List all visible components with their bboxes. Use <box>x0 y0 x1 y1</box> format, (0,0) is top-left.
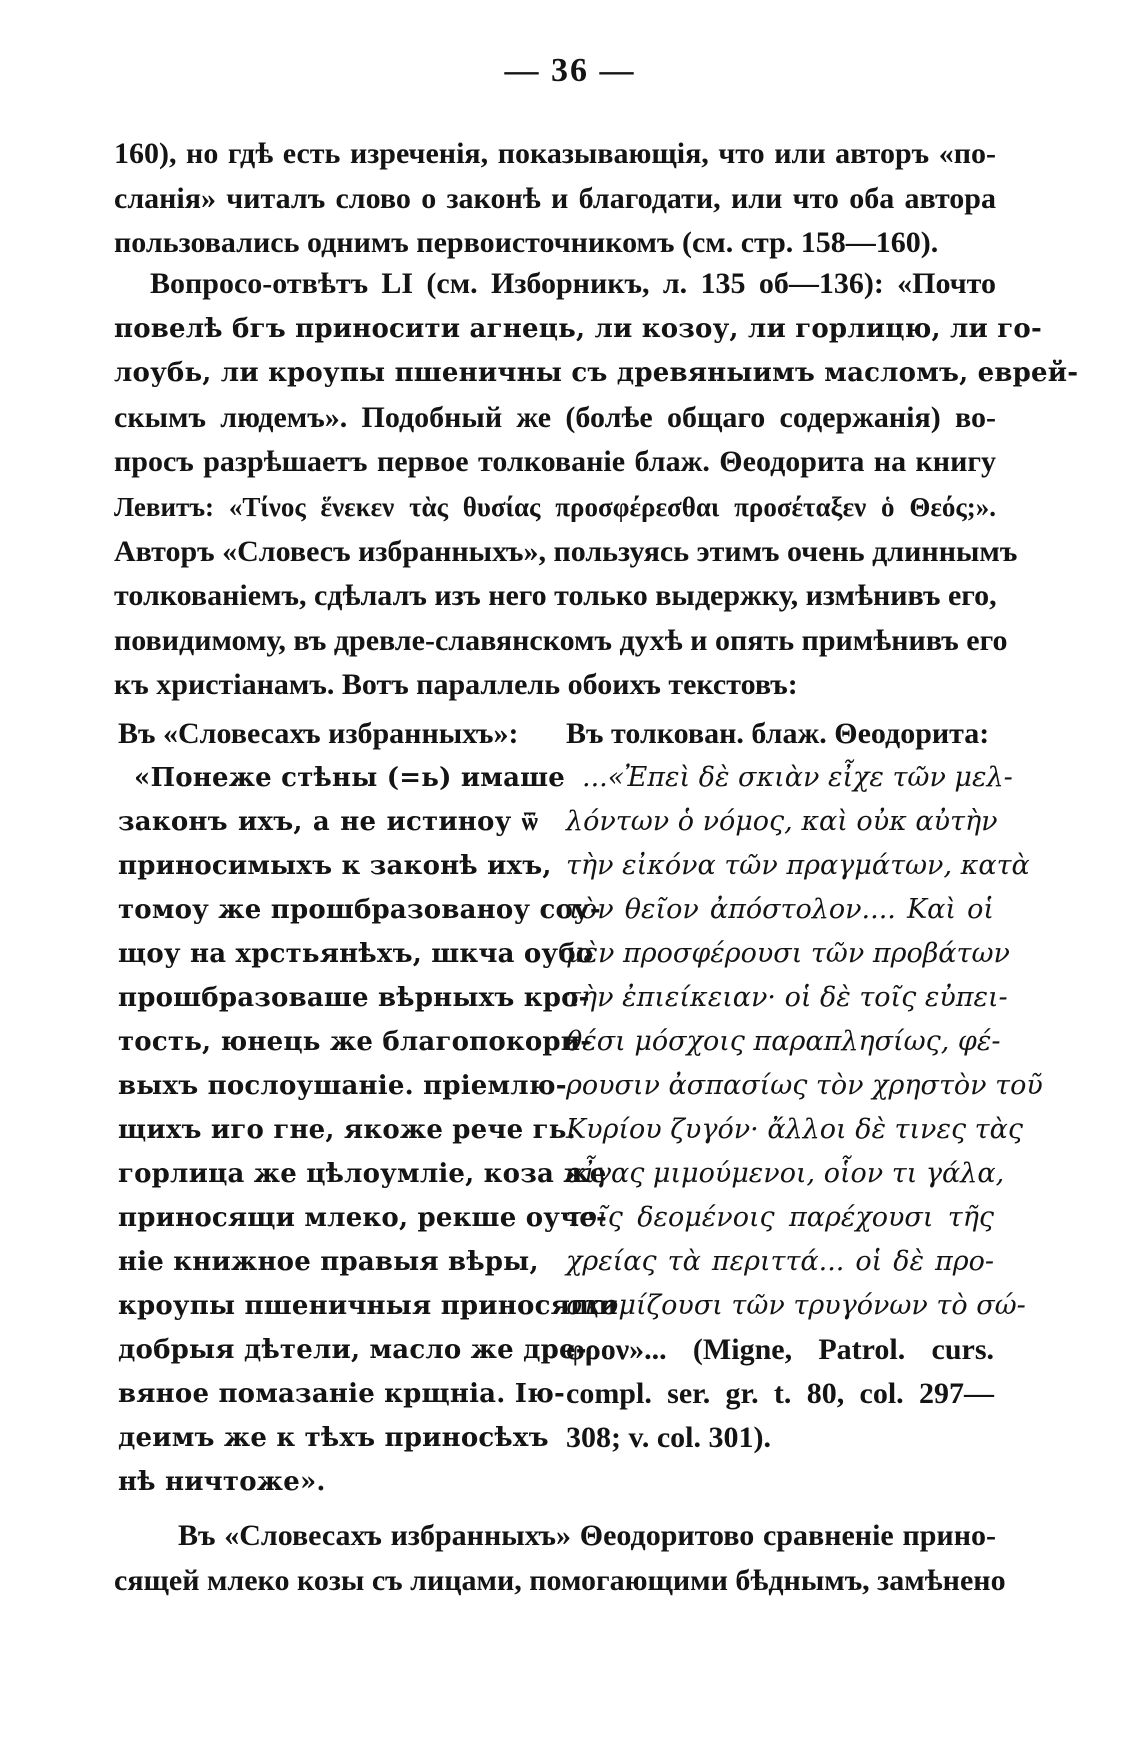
paragraph-closing <box>114 1514 1006 1603</box>
right-column-greek <box>566 712 1043 1460</box>
text-line-slavonic: лоубь, ли кроупы пшеничны съ древяныимъ масломъ, еврей- <box>114 358 1079 389</box>
text-line: толкованіемъ, сдѣлалъ изъ него только выдержку, измѣнивъ его, <box>114 579 997 613</box>
left-column-slavonic <box>118 712 618 1504</box>
column-line: 308; v. col. 301). <box>566 1421 771 1454</box>
column-line: ...«Ἐπεὶ δὲ σκιὰν εἶχε τῶν μελ- <box>582 762 1013 793</box>
column-line: добрыя дѣтели, масло же дре- <box>118 1335 587 1365</box>
column-line: τὴν εἰκόνα τῶν πραγμάτων, κατὰ <box>566 850 1030 881</box>
column-line: приносимыхъ к законѣ ихъ, <box>118 851 552 881</box>
right-column-heading: Въ толкован. блаж. Θеодорита: <box>566 717 990 750</box>
text-line: повидимому, въ древле-славянскомъ духѣ и опять примѣнивъ его <box>114 623 1008 657</box>
text-line: Въ «Словесахъ избранныхъ» Θеодоритово сравненіе прино- <box>178 1519 996 1552</box>
text-line: пользовались однимъ первоисточникомъ (см. стр. 158—160). <box>114 226 939 260</box>
text-line: Авторъ «Словесъ избранныхъ», пользуясь этимъ очень длиннымъ <box>114 534 1018 568</box>
column-line: приносящи млеко, рекше оуче- <box>118 1203 608 1233</box>
column-line: деимъ же к тѣхъ приносѣхъ <box>118 1423 549 1453</box>
column-line: кроупы пшеничныя приносящи <box>118 1291 618 1321</box>
text-line: просъ разрѣшаетъ первое толкованіе блаж. Θеодорита на книгу <box>114 445 996 479</box>
left-column-heading: Въ «Словесахъ избранныхъ»: <box>118 717 519 750</box>
column-line: «Понеже стѣны (=ь) имаше <box>134 763 566 793</box>
column-line: выхъ послоушаніе. пріемлю- <box>118 1071 567 1101</box>
column-line: щихъ иго гне, якоже рече гь. <box>118 1115 576 1145</box>
column-line: αἶγας μιμούμενοι, οἷον τι γάλα, <box>566 1158 1005 1189</box>
column-line: σκομίζουσι τῶν τρυγόνων τὸ σώ- <box>566 1290 1026 1321</box>
text-line-slavonic: повелѣ бгъ приносити агнець, ли козоу, ли горлицю, ли го- <box>114 313 1042 344</box>
column-line: ρουσιν ἀσπασίως τὸν χρηστὸν τοῦ <box>566 1070 1043 1101</box>
text-line: сящей млеко козы съ лицами, помогающими бѣднымъ, замѣнено <box>114 1563 1006 1597</box>
column-line: томоу же прошбразованоу соу- <box>118 895 601 925</box>
column-line: τοῖς δεομένοις παρέχουσι τῆς <box>566 1202 994 1233</box>
text-line: сланія» читалъ слово о законѣ и благодати, или что оба автора <box>114 181 996 215</box>
column-line: τὸν θεῖον ἀπόστολον.... Καὶ οἱ <box>566 894 994 925</box>
text-line-greek: Левитъ: «Τίνος ἕνεκεν τὰς θυσίας προσφέρεσθαι προσέταξεν ὁ Θεός;». <box>114 491 996 522</box>
column-line: τὴν ἐπιείκειαν· οἱ δὲ τοῖς εὐπει- <box>566 982 1008 1013</box>
column-line: compl. ser. gr. t. 80, col. 297— <box>566 1377 994 1410</box>
text-line: къ христіанамъ. Вотъ параллель обоихъ текстовъ: <box>114 668 798 702</box>
page-number: — 36 — <box>504 52 636 89</box>
column-line: горлица же цѣлоумліе, коза же <box>118 1159 607 1189</box>
column-line: прошбразоваше вѣрныхъ кро- <box>118 983 590 1013</box>
column-line: нѣ ничтоже». <box>118 1467 326 1497</box>
column-line: щоу на хрстьянѣхъ, шкча оубо <box>118 939 594 969</box>
text-line: 160), но гдѣ есть изреченія, показывающія, что или авторъ «по- <box>114 137 996 170</box>
column-line: вяное помазаніе крщніа. Ію- <box>118 1379 565 1409</box>
text-line: скымъ людемъ». Подобный же (болѣе общаго содержанія) во- <box>114 400 996 434</box>
column-line: законъ ихъ, а не истиноу ѿ <box>118 807 538 837</box>
text-line: Вопросо-отвѣтъ LI (см. Изборникъ, л. 135 об—136): «Почто <box>150 267 996 300</box>
column-line: μὲν προσφέρουσι τῶν προβάτων <box>566 938 1010 969</box>
column-line: φρον»... (Migne, Patrol. curs. <box>566 1333 994 1366</box>
paragraph-question-answer <box>114 262 1079 708</box>
column-line: λόντων ὁ νόμος, καὶ οὐκ αὐτὴν <box>566 806 998 837</box>
column-line: Κυρίου ζυγόν· ἄλλοι δὲ τινες τὰς <box>566 1114 1023 1145</box>
column-line: χρείας τὰ περιττά... οἱ δὲ προ- <box>566 1246 994 1277</box>
column-line: θέσι μόσχοις παραπλησίως, φέ- <box>566 1026 1001 1057</box>
paragraph-intro <box>114 132 996 266</box>
column-line: ніе книжное правыя вѣры, <box>118 1247 539 1277</box>
column-line: тость, юнець же благопокори- <box>118 1027 592 1057</box>
